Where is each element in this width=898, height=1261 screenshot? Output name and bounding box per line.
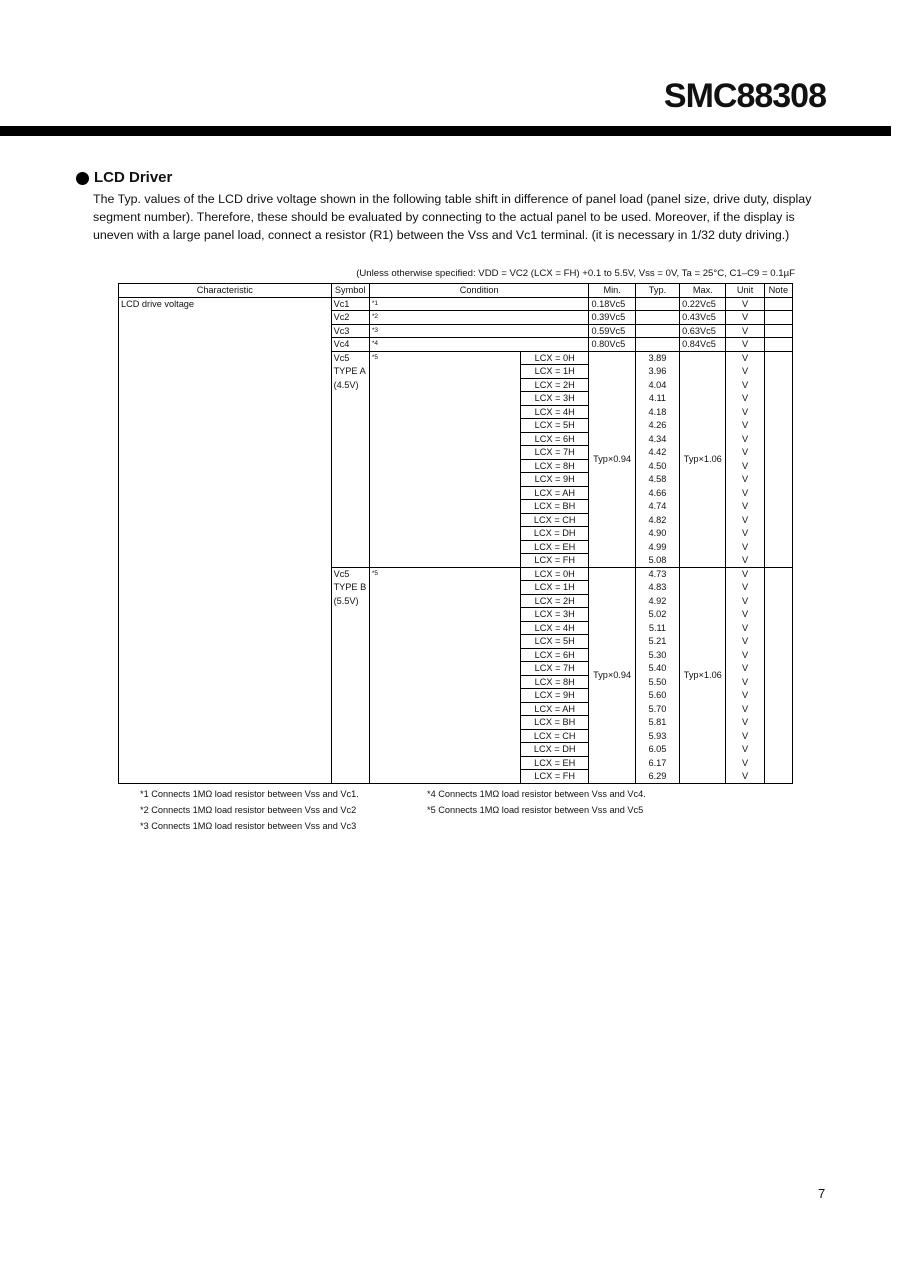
typ-cell: 5.81 (635, 716, 679, 730)
min-cell: Typ×0.94 (589, 351, 635, 567)
characteristic-cell: LCD drive voltage (119, 297, 332, 783)
typ-cell: 5.40 (635, 662, 679, 676)
header-symbol: Symbol (331, 284, 369, 298)
condition-cell: LCX = 6H (520, 648, 589, 662)
note-ref (369, 621, 520, 635)
typ-cell: 6.17 (635, 756, 679, 770)
typ-cell (635, 311, 679, 325)
note-ref: *4 (369, 338, 589, 352)
condition-cell: LCX = 4H (520, 621, 589, 635)
typ-cell: 5.08 (635, 554, 679, 568)
symbol-cell: Vc1 (331, 297, 369, 311)
condition-cell: LCX = 1H (520, 581, 589, 595)
typ-cell: 4.99 (635, 540, 679, 554)
unit-cell: V (726, 702, 764, 716)
table-row (119, 297, 793, 311)
condition-cell: LCX = 8H (520, 675, 589, 689)
note-ref (369, 702, 520, 716)
note-cell (764, 473, 792, 487)
unit-cell: V (726, 662, 764, 676)
condition-cell: LCX = BH (520, 716, 589, 730)
unit-cell: V (726, 500, 764, 514)
note-ref (369, 405, 520, 419)
note-ref (369, 392, 520, 406)
condition-cell: LCX = EH (520, 756, 589, 770)
note-cell (764, 648, 792, 662)
note-cell (764, 513, 792, 527)
typ-cell: 4.92 (635, 594, 679, 608)
note-ref (369, 743, 520, 757)
unit-cell: V (726, 594, 764, 608)
min-cell: Typ×0.94 (589, 567, 635, 783)
note-cell (764, 554, 792, 568)
header-max: Max. (680, 284, 726, 298)
symbol-cell (331, 689, 369, 703)
unit-cell: V (726, 621, 764, 635)
note-cell (764, 702, 792, 716)
note-cell (764, 432, 792, 446)
symbol-cell (331, 635, 369, 649)
note-cell (764, 527, 792, 541)
symbol-cell: TYPE A (331, 365, 369, 379)
symbol-cell: Vc5 (331, 567, 369, 581)
condition-cell: LCX = 0H (520, 351, 589, 365)
note-ref: *5 (369, 351, 520, 365)
note-cell (764, 608, 792, 622)
typ-cell: 4.74 (635, 500, 679, 514)
unit-cell: V (726, 554, 764, 568)
note-ref (369, 378, 520, 392)
unit-cell: V (726, 405, 764, 419)
note-cell (764, 662, 792, 676)
typ-cell: 5.70 (635, 702, 679, 716)
unit-cell: V (726, 540, 764, 554)
typ-cell: 4.04 (635, 378, 679, 392)
note-ref (369, 635, 520, 649)
condition-cell: LCX = 5H (520, 419, 589, 433)
condition-cell: LCX = 7H (520, 662, 589, 676)
note-ref (369, 675, 520, 689)
typ-cell (635, 324, 679, 338)
note-ref: *3 (369, 324, 589, 338)
symbol-cell (331, 527, 369, 541)
typ-cell: 3.96 (635, 365, 679, 379)
symbol-cell (331, 608, 369, 622)
typ-cell: 4.83 (635, 581, 679, 595)
note-ref (369, 729, 520, 743)
condition-cell: LCX = 5H (520, 635, 589, 649)
note-ref (369, 756, 520, 770)
symbol-cell: Vc3 (331, 324, 369, 338)
typ-cell: 3.89 (635, 351, 679, 365)
symbol-cell (331, 486, 369, 500)
symbol-cell (331, 662, 369, 676)
note-cell (764, 446, 792, 460)
footnote: *5 Connects 1MΩ load resistor between Vss and Vc5 (427, 805, 644, 815)
condition-cell: LCX = 7H (520, 446, 589, 460)
note-cell (764, 486, 792, 500)
note-ref (369, 473, 520, 487)
max-cell: 0.84Vc5 (680, 338, 726, 352)
note-cell (764, 378, 792, 392)
note-ref (369, 770, 520, 784)
max-cell: Typ×1.06 (680, 351, 726, 567)
symbol-cell (331, 675, 369, 689)
max-cell: 0.22Vc5 (680, 297, 726, 311)
footnote: *3 Connects 1MΩ load resistor between Vss and Vc3 (140, 821, 357, 831)
typ-cell: 4.58 (635, 473, 679, 487)
condition-cell: LCX = DH (520, 527, 589, 541)
condition-cell: LCX = 4H (520, 405, 589, 419)
note-ref: *1 (369, 297, 589, 311)
symbol-cell: Vc2 (331, 311, 369, 325)
note-cell (764, 311, 792, 325)
symbol-cell (331, 648, 369, 662)
header-typ: Typ. (635, 284, 679, 298)
condition-cell: LCX = DH (520, 743, 589, 757)
note-cell (764, 459, 792, 473)
section-title: LCD Driver (94, 169, 173, 186)
note-cell (764, 729, 792, 743)
typ-cell: 5.93 (635, 729, 679, 743)
note-ref (369, 459, 520, 473)
note-cell (764, 743, 792, 757)
note-ref (369, 716, 520, 730)
min-cell: 0.59Vc5 (589, 324, 635, 338)
unit-cell: V (726, 513, 764, 527)
typ-cell: 4.66 (635, 486, 679, 500)
symbol-cell: (4.5V) (331, 378, 369, 392)
note-ref (369, 513, 520, 527)
header-unit: Unit (726, 284, 764, 298)
header-rule (0, 126, 891, 136)
unit-cell: V (726, 338, 764, 352)
unit-cell: V (726, 648, 764, 662)
unit-cell: V (726, 689, 764, 703)
note-cell (764, 635, 792, 649)
header-min: Min. (589, 284, 635, 298)
unit-cell: V (726, 527, 764, 541)
note-cell (764, 756, 792, 770)
note-ref (369, 527, 520, 541)
typ-cell: 4.34 (635, 432, 679, 446)
typ-cell: 4.73 (635, 567, 679, 581)
note-ref (369, 608, 520, 622)
symbol-cell (331, 756, 369, 770)
unit-cell: V (726, 459, 764, 473)
symbol-cell (331, 419, 369, 433)
condition-cell: LCX = 0H (520, 567, 589, 581)
note-cell (764, 540, 792, 554)
symbol-cell (331, 500, 369, 514)
typ-cell: 5.50 (635, 675, 679, 689)
condition-cell: LCX = FH (520, 554, 589, 568)
typ-cell: 6.29 (635, 770, 679, 784)
max-cell: 0.63Vc5 (680, 324, 726, 338)
note-cell (764, 338, 792, 352)
note-ref (369, 419, 520, 433)
note-cell (764, 581, 792, 595)
note-ref (369, 554, 520, 568)
note-cell (764, 324, 792, 338)
typ-cell: 4.82 (635, 513, 679, 527)
condition-cell: LCX = CH (520, 729, 589, 743)
note-cell (764, 567, 792, 581)
unit-cell: V (726, 378, 764, 392)
condition-cell: LCX = 6H (520, 432, 589, 446)
condition-cell: LCX = 8H (520, 459, 589, 473)
condition-cell: LCX = AH (520, 486, 589, 500)
typ-cell: 4.42 (635, 446, 679, 460)
unit-cell: V (726, 675, 764, 689)
note-cell (764, 405, 792, 419)
note-ref: *2 (369, 311, 589, 325)
condition-cell: LCX = 3H (520, 392, 589, 406)
document-title: SMC88308 (663, 77, 826, 115)
page-number: 7 (818, 1186, 826, 1201)
typ-cell: 5.30 (635, 648, 679, 662)
note-cell (764, 392, 792, 406)
unit-cell: V (726, 729, 764, 743)
unit-cell: V (726, 756, 764, 770)
condition-cell: LCX = BH (520, 500, 589, 514)
table-header-row (119, 284, 793, 298)
condition-cell: LCX = 1H (520, 365, 589, 379)
condition-cell: LCX = CH (520, 513, 589, 527)
symbol-cell (331, 716, 369, 730)
unit-cell: V (726, 419, 764, 433)
min-cell: 0.18Vc5 (589, 297, 635, 311)
condition-cell: LCX = EH (520, 540, 589, 554)
note-cell (764, 689, 792, 703)
unit-cell: V (726, 473, 764, 487)
max-cell: 0.43Vc5 (680, 311, 726, 325)
unit-cell: V (726, 770, 764, 784)
unit-cell: V (726, 432, 764, 446)
max-cell: Typ×1.06 (680, 567, 726, 783)
unit-cell: V (726, 297, 764, 311)
note-ref (369, 594, 520, 608)
condition-cell: LCX = AH (520, 702, 589, 716)
unit-cell: V (726, 743, 764, 757)
condition-cell: LCX = 3H (520, 608, 589, 622)
symbol-cell (331, 473, 369, 487)
symbol-cell (331, 392, 369, 406)
unit-cell: V (726, 716, 764, 730)
symbol-cell (331, 702, 369, 716)
bullet-icon (76, 172, 89, 185)
typ-cell: 6.05 (635, 743, 679, 757)
lcd-drive-voltage-table (118, 283, 793, 784)
symbol-cell (331, 621, 369, 635)
symbol-cell (331, 446, 369, 460)
table-conditions: (Unless otherwise specified: VDD = VC2 (LCX = FH) +0.1 to 5.5V, Vss = 0V, Ta = 25°C, C1–C9 = 0.1µF (356, 268, 795, 279)
note-ref: *5 (369, 567, 520, 581)
unit-cell: V (726, 486, 764, 500)
symbol-cell (331, 729, 369, 743)
unit-cell: V (726, 324, 764, 338)
unit-cell: V (726, 608, 764, 622)
note-cell (764, 365, 792, 379)
symbol-cell (331, 770, 369, 784)
note-cell (764, 500, 792, 514)
typ-cell: 4.11 (635, 392, 679, 406)
note-cell (764, 594, 792, 608)
header-condition: Condition (369, 284, 589, 298)
note-ref (369, 581, 520, 595)
unit-cell: V (726, 365, 764, 379)
note-cell (764, 716, 792, 730)
unit-cell: V (726, 351, 764, 365)
note-ref (369, 432, 520, 446)
condition-cell: LCX = 2H (520, 378, 589, 392)
symbol-cell (331, 513, 369, 527)
condition-cell: LCX = FH (520, 770, 589, 784)
unit-cell: V (726, 392, 764, 406)
note-ref (369, 648, 520, 662)
note-cell (764, 675, 792, 689)
min-cell: 0.39Vc5 (589, 311, 635, 325)
condition-cell: LCX = 2H (520, 594, 589, 608)
condition-cell: LCX = 9H (520, 689, 589, 703)
note-cell (764, 770, 792, 784)
note-cell (764, 297, 792, 311)
symbol-cell: (5.5V) (331, 594, 369, 608)
typ-cell: 4.90 (635, 527, 679, 541)
note-ref (369, 446, 520, 460)
typ-cell (635, 297, 679, 311)
intro-paragraph: The Typ. values of the LCD drive voltage shown in the following table shift in difference of panel load (panel size, drive duty, display segment number). Therefore, these should be evaluated by connecting to the actual panel to be used. Moreover, if the display is uneven with a large panel load, connect a resistor (R1) between the Vss and Vc1 terminal. (it is necessary in 1/32 duty driving.) (93, 192, 812, 242)
symbol-cell (331, 554, 369, 568)
condition-cell: LCX = 9H (520, 473, 589, 487)
symbol-cell (331, 540, 369, 554)
typ-cell: 4.18 (635, 405, 679, 419)
symbol-cell (331, 743, 369, 757)
footnote: *2 Connects 1MΩ load resistor between Vss and Vc2 (140, 805, 357, 815)
symbol-cell (331, 459, 369, 473)
note-ref (369, 365, 520, 379)
typ-cell: 5.11 (635, 621, 679, 635)
typ-cell: 5.21 (635, 635, 679, 649)
note-ref (369, 486, 520, 500)
typ-cell: 4.26 (635, 419, 679, 433)
symbol-cell (331, 432, 369, 446)
typ-cell: 5.60 (635, 689, 679, 703)
footnote: *4 Connects 1MΩ load resistor between Vss and Vc4. (427, 789, 646, 799)
note-cell (764, 419, 792, 433)
note-ref (369, 500, 520, 514)
note-ref (369, 662, 520, 676)
table-body (119, 297, 793, 783)
symbol-cell: TYPE B (331, 581, 369, 595)
typ-cell: 5.02 (635, 608, 679, 622)
unit-cell: V (726, 581, 764, 595)
footnote: *1 Connects 1MΩ load resistor between Vss and Vc1. (140, 789, 359, 799)
symbol-cell: Vc5 (331, 351, 369, 365)
symbol-cell: Vc4 (331, 338, 369, 352)
header-note: Note (764, 284, 792, 298)
min-cell: 0.80Vc5 (589, 338, 635, 352)
unit-cell: V (726, 635, 764, 649)
note-ref (369, 689, 520, 703)
header-characteristic: Characteristic (119, 284, 332, 298)
unit-cell: V (726, 567, 764, 581)
note-ref (369, 540, 520, 554)
unit-cell: V (726, 446, 764, 460)
symbol-cell (331, 405, 369, 419)
note-cell (764, 351, 792, 365)
typ-cell: 4.50 (635, 459, 679, 473)
typ-cell (635, 338, 679, 352)
note-cell (764, 621, 792, 635)
unit-cell: V (726, 311, 764, 325)
